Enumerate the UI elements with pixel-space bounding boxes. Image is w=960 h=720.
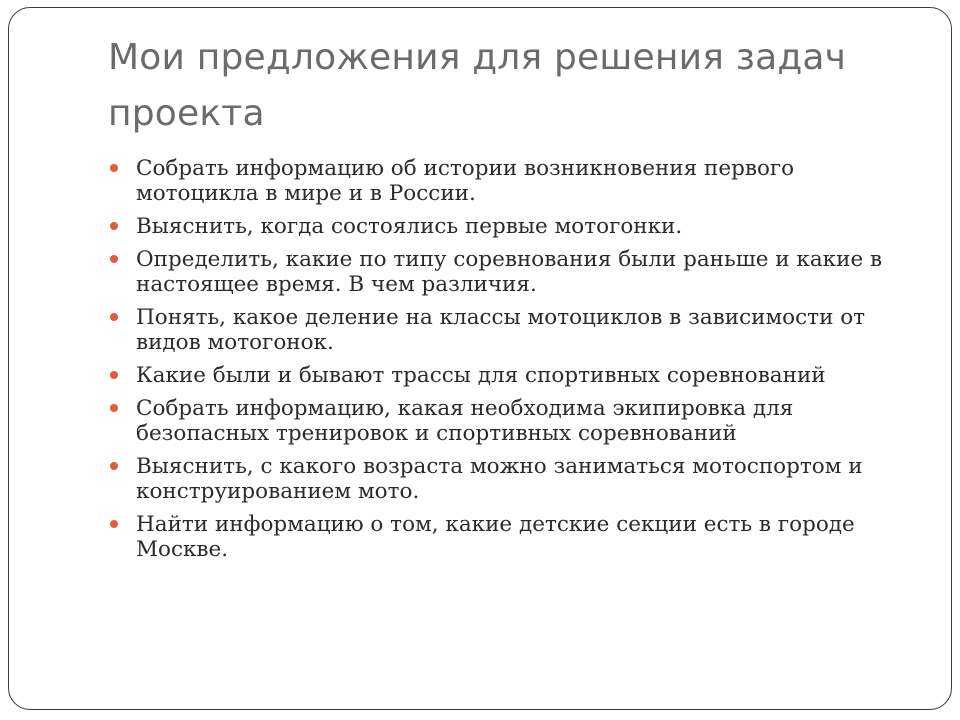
list-item xyxy=(108,512,908,562)
bullet-list xyxy=(108,156,908,570)
list-item-text: Собрать информацию, какая необходима экипировка для безопасных тренировок и спортивных соревнований xyxy=(136,396,794,446)
list-item-text: Понять, какое деление на классы мотоциклов в зависимости от видов мотогонок. xyxy=(136,305,866,355)
list-item-text: Определить, какие по типу соревнования были раньше и какие в настоящее время. В чем различия. xyxy=(136,247,883,297)
list-item-text: Выяснить, когда состоялись первые мотогонки. xyxy=(136,214,683,239)
bullet-dot-icon xyxy=(110,520,118,528)
bullet-dot-icon xyxy=(110,462,118,470)
list-item xyxy=(108,305,908,355)
bullet-dot-icon xyxy=(110,222,118,230)
bullet-dot-icon xyxy=(110,404,118,412)
list-item xyxy=(108,247,908,297)
list-item xyxy=(108,454,908,504)
list-item xyxy=(108,214,908,239)
bullet-dot-icon xyxy=(110,164,118,172)
bullet-dot-icon xyxy=(110,255,118,263)
list-item xyxy=(108,396,908,446)
bullet-dot-icon xyxy=(110,313,118,321)
list-item-text: Найти информацию о том, какие детские секции есть в городе Москве. xyxy=(136,512,855,562)
list-item xyxy=(108,363,908,388)
list-item-text: Какие были и бывают трассы для спортивных соревнований xyxy=(136,363,826,388)
list-item xyxy=(108,156,908,206)
list-item-text: Выяснить, с какого возраста можно заниматься мотоспортом и конструированием мото. xyxy=(136,454,863,504)
page-title: Мои предложения для решения задач проекта xyxy=(108,37,847,134)
bullet-dot-icon xyxy=(110,371,118,379)
list-item-text: Собрать информацию об истории возникновения первого мотоцикла в мире и в России. xyxy=(136,156,795,206)
